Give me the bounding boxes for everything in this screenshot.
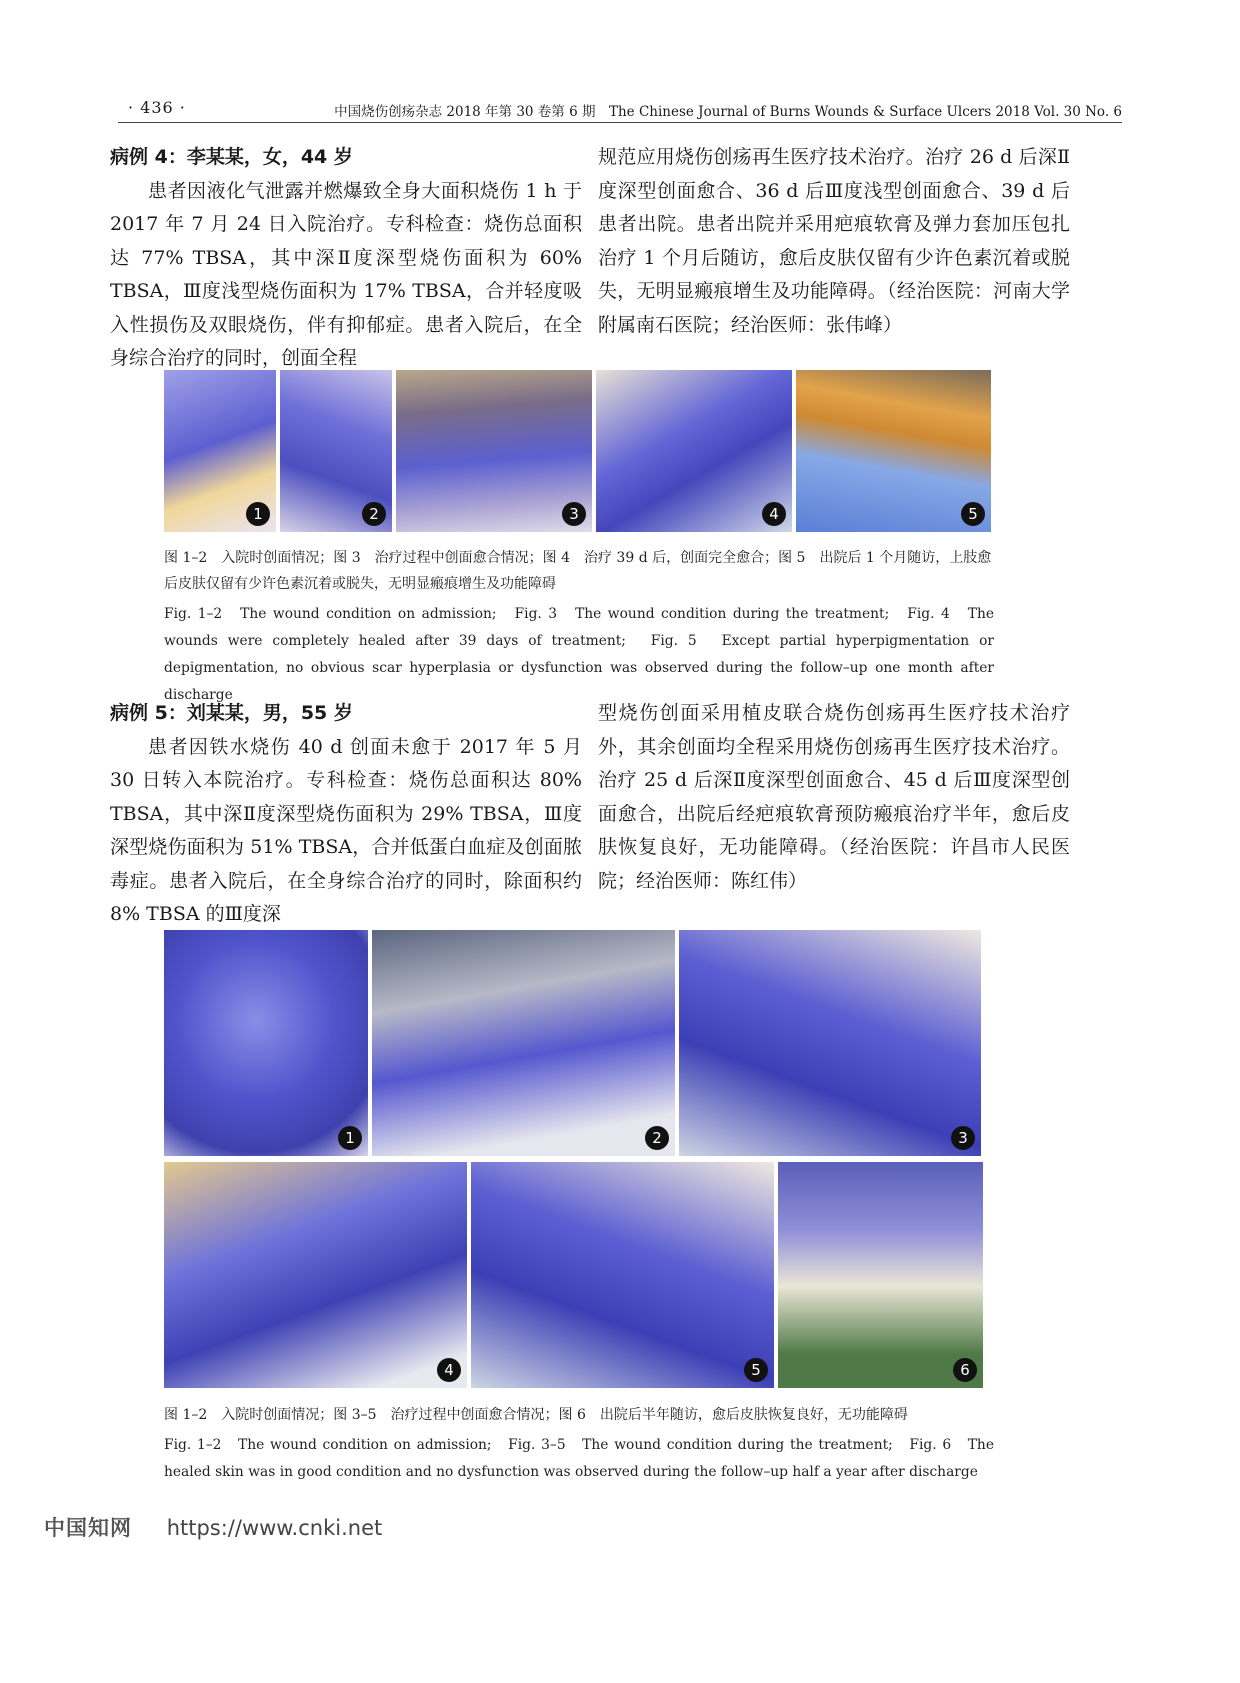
case4-left-column (110, 141, 582, 376)
case5-figure-row-1 (164, 930, 981, 1156)
cnki-url[interactable]: https://www.cnki.net (166, 1516, 383, 1540)
photo-number: 1 (338, 1126, 362, 1150)
cnki-watermark (44, 1512, 382, 1542)
photo-number: 2 (645, 1126, 669, 1150)
journal-citation: 中国烧伤创疡杂志 2018 年第 30 卷第 6 期 The Chinese Journal of Burns Wounds & Surface Ulcers 2018 Vol. 30 No. 6 (334, 104, 1122, 120)
case5-photo-4 (164, 1162, 467, 1388)
case5-right-column (598, 697, 1070, 898)
photo-number: 2 (362, 502, 386, 526)
case4-photo-1 (164, 370, 276, 532)
case4-title: 病例 4：李某某，女，44 岁 (110, 146, 353, 168)
case4-caption-chinese: 图 1–2 入院时创面情况；图 3 治疗过程中创面愈合情况；图 4 治疗 39 d 后，创面完全愈合；图 5 出院后 1 个月随访，上肢愈后皮肤仅留有少许色素沉着或脱失，无明显瘢痕增生及功能障碍 (164, 550, 992, 592)
case5-left-column (110, 697, 582, 932)
case4-photo-3 (396, 370, 592, 532)
case5-photo-2 (372, 930, 675, 1156)
case5-caption (164, 1402, 994, 1486)
case4-photo-5 (796, 370, 991, 532)
case4-photo-4 (596, 370, 792, 532)
running-header (118, 96, 1122, 123)
case5-photo-6 (778, 1162, 983, 1388)
case4-caption-english: Fig. 1–2 The wound condition on admission; Fig. 3 The wound condition during the treatment; Fig. 4 The wounds were completely healed after 39 days of treatment; Fig. 5 Except partial hyperpigmentation or depigmentation, no obvious scar hyperplasia or dysfunction was observed during the follow–up one month after discharge (164, 606, 994, 703)
photo-number: 4 (437, 1358, 461, 1382)
case5-caption-chinese: 图 1–2 入院时创面情况；图 3–5 治疗过程中创面愈合情况；图 6 出院后半年随访，愈后皮肤恢复良好，无功能障碍 (164, 1407, 908, 1423)
case4-right-column (598, 141, 1070, 342)
photo-number: 6 (953, 1358, 977, 1382)
photo-number: 3 (951, 1126, 975, 1150)
case4-photo-2 (280, 370, 392, 532)
cnki-logo: 中国知网 (44, 1516, 132, 1540)
case4-figure (164, 370, 991, 532)
case5-figure-row-2 (164, 1162, 983, 1388)
page-number: · 436 · (128, 98, 186, 117)
case5-paragraph-right: 型烧伤创面采用植皮联合烧伤创疡再生医疗技术治疗外，其余创面均全程采用烧伤创疡再生医疗技术治疗。治疗 25 d 后深Ⅱ度深型创面愈合、45 d 后Ⅲ度深型创面愈合，出院后经疤痕软膏预防瘢痕治疗半年，愈后皮肤恢复良好，无功能障碍。（经治医院：许昌市人民医院；经治医师：陈红伟） (598, 702, 1070, 892)
case4-paragraph-right: 规范应用烧伤创疡再生医疗技术治疗。治疗 26 d 后深Ⅱ度深型创面愈合、36 d 后Ⅲ度浅型创面愈合、39 d 后患者出院。患者出院并采用疤痕软膏及弹力套加压包扎治疗 1 个月后随访，愈后皮肤仅留有少许色素沉着或脱失，无明显瘢痕增生及功能障碍。（经治医院：河南大学附属南石医院；经治医师：张伟峰） (598, 146, 1070, 336)
case4-paragraph-left: 患者因液化气泄露并燃爆致全身大面积烧伤 1 h 于 2017 年 7 月 24 日入院治疗。专科检查：烧伤总面积达 77% TBSA，其中深Ⅱ度深型烧伤面积为 60% TBSA，Ⅲ度浅型烧伤面积为 17% TBSA，合并轻度吸入性损伤及双眼烧伤，伴有抑郁症。患者入院后，在全身综合治疗的同时，创面全程 (110, 179, 582, 369)
photo-number: 5 (744, 1358, 768, 1382)
case5-paragraph-left: 患者因铁水烧伤 40 d 创面未愈于 2017 年 5 月 30 日转入本院治疗。专科检查：烧伤总面积达 80% TBSA，其中深Ⅱ度深型烧伤面积为 29% TBSA，Ⅲ度深型烧伤面积为 51% TBSA，合并低蛋白血症及创面脓毒症。患者入院后，在全身综合治疗的同时，除面积约 8% TBSA 的Ⅲ度深 (110, 735, 582, 925)
photo-number: 5 (961, 502, 985, 526)
case5-caption-english: Fig. 1–2 The wound condition on admission; Fig. 3–5 The wound condition during the treatment; Fig. 6 The healed skin was in good condition and no dysfunction was observed during the follow–up half a year after discharge (164, 1437, 994, 1480)
photo-number: 1 (246, 502, 270, 526)
case5-photo-1 (164, 930, 368, 1156)
photo-number: 3 (562, 502, 586, 526)
case5-title: 病例 5：刘某某，男，55 岁 (110, 702, 353, 724)
photo-number: 4 (762, 502, 786, 526)
case5-photo-5 (471, 1162, 774, 1388)
case5-photo-3 (679, 930, 981, 1156)
case4-caption (164, 545, 994, 709)
